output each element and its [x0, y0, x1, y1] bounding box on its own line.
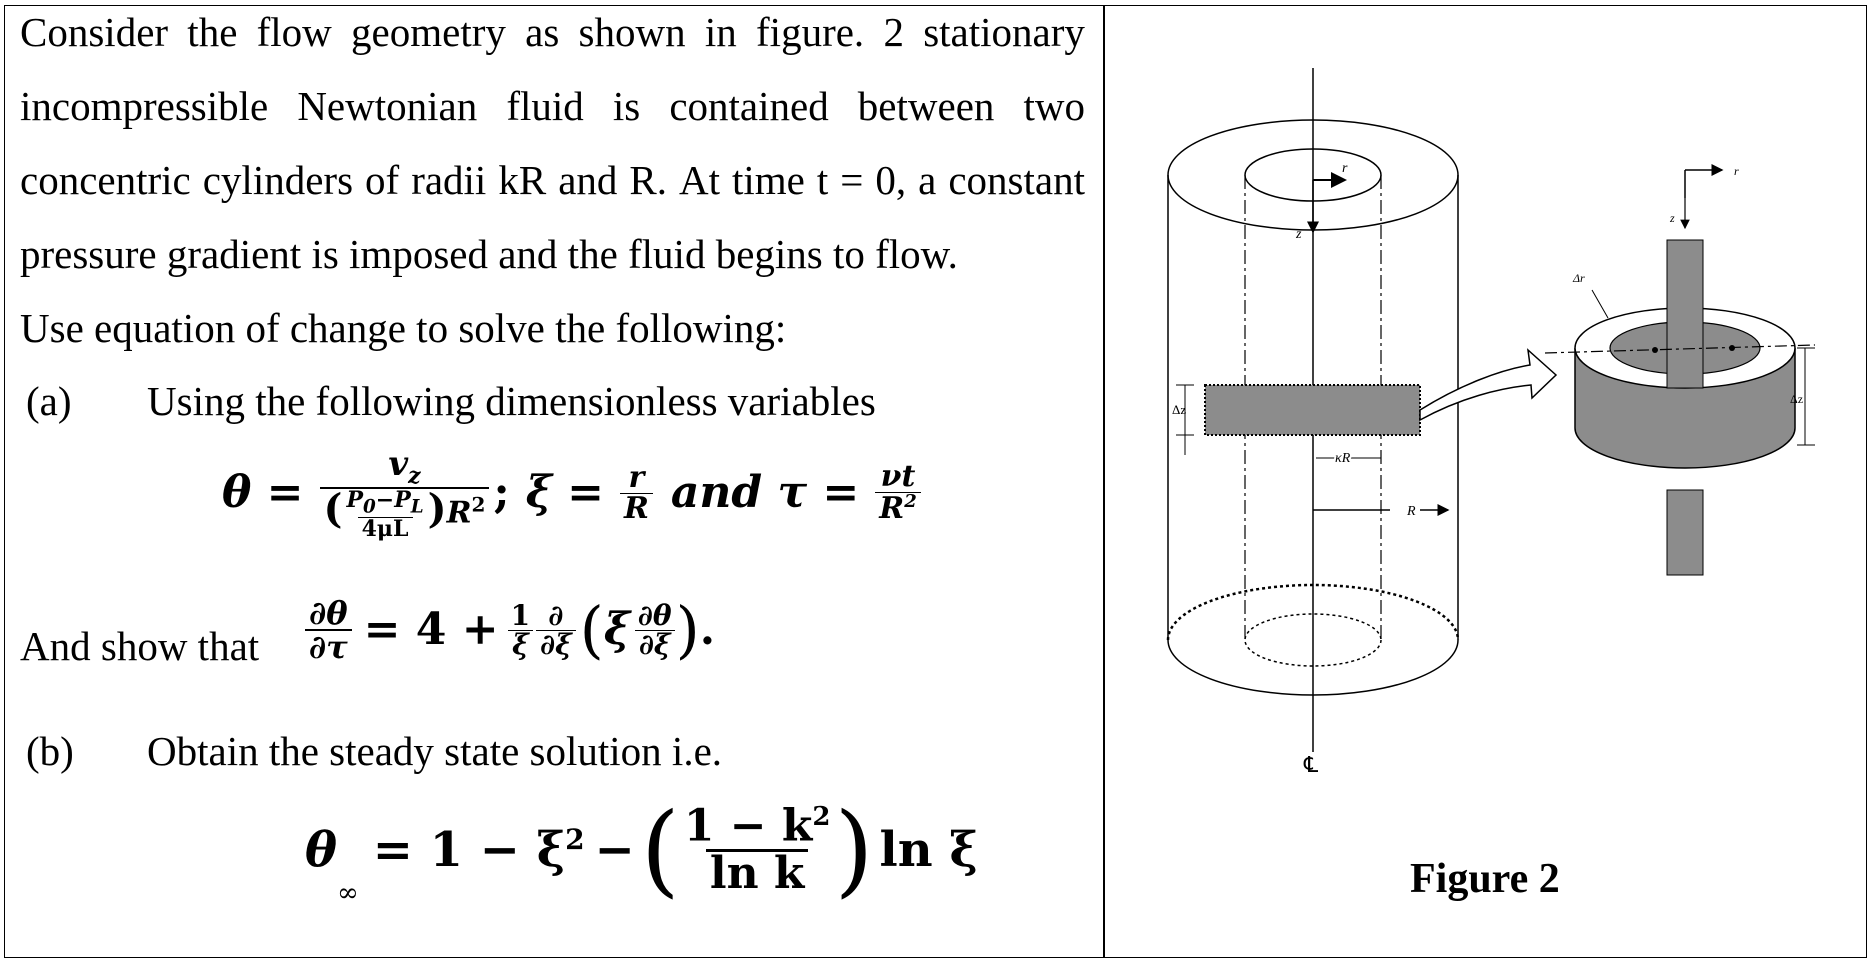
- intro-line-5: Use equation of change to solve the following:: [20, 305, 787, 351]
- pressure-minus: −: [375, 486, 395, 513]
- shaded-fluid-shell: [1205, 385, 1420, 435]
- intro-word: radii: [411, 157, 487, 203]
- rod-top: [1667, 240, 1703, 388]
- intro-word: R.: [629, 157, 667, 203]
- partial-symbol: ∂: [548, 598, 564, 632]
- z-label-detail: z: [1670, 211, 1675, 225]
- r-label-detail: r: [1734, 164, 1739, 178]
- part-a-label: (a): [26, 378, 72, 424]
- pl-symbol: P: [394, 486, 411, 513]
- r-squared-symbol: R: [446, 495, 472, 531]
- close-paren: ): [675, 593, 700, 666]
- k-fraction-numerator: [680, 800, 835, 852]
- intro-word: concentric: [20, 157, 191, 203]
- pl-subscript: L: [410, 496, 424, 518]
- tau-numerator: νt: [880, 459, 916, 495]
- p0-symbol: P: [346, 486, 364, 513]
- show-that-text: And show that: [20, 623, 260, 669]
- xi-denominator: R: [620, 493, 653, 524]
- part-b-text: Obtain the steady state solution i.e.: [147, 728, 723, 774]
- dz-label-right: Δz: [1790, 392, 1804, 406]
- intro-word: the: [187, 9, 238, 55]
- xi-symbol: ξ: [508, 630, 533, 659]
- infinity-subscript: ∞: [337, 878, 359, 908]
- ln-xi: ln ξ: [879, 822, 978, 878]
- vz-subscript: z: [408, 462, 421, 489]
- equation-period: .: [699, 604, 716, 655]
- dr-label: Δr: [1573, 271, 1585, 285]
- column-divider: [1103, 5, 1105, 958]
- steady-minus: −: [594, 822, 635, 878]
- steady-rhs: [372, 822, 585, 878]
- theta-denominator: ( $\frac{P_0-P_L}{4\mu L}$ )$R^2$: [320, 487, 490, 540]
- r-label-main: r: [1342, 161, 1348, 176]
- intro-word: as: [525, 9, 560, 55]
- intro-word: and: [558, 157, 618, 203]
- intro-word: geometry: [351, 9, 506, 55]
- dz-label-left: Δz: [1172, 402, 1187, 417]
- steady-open-paren: (: [640, 791, 680, 908]
- dimensionless-variables-equation: [222, 444, 921, 542]
- r-squared-exponent: 2: [471, 492, 486, 517]
- partial-dxi-fraction: [536, 598, 576, 661]
- ln-k: ln k: [706, 849, 809, 896]
- intro-word: contained: [669, 83, 829, 129]
- dtau-symbol: ∂τ: [305, 629, 352, 663]
- intro-word: kR: [498, 157, 547, 203]
- intro-word: two: [1023, 83, 1085, 129]
- part-b-label: (b): [26, 728, 74, 774]
- zoom-arrow: [1420, 350, 1556, 420]
- xi-numerator: r: [628, 459, 645, 495]
- theta-numerator: [384, 444, 424, 489]
- intro-word: stationary: [923, 9, 1085, 55]
- intro-word: At: [679, 157, 720, 203]
- k-fraction: [680, 800, 835, 899]
- intro-word: Consider: [20, 9, 169, 55]
- intro-word: shown: [578, 9, 686, 55]
- figure-caption: Figure 2: [1410, 856, 1560, 902]
- rod-bottom: [1667, 490, 1703, 575]
- inner-dxi: ∂ξ: [635, 630, 675, 659]
- part-a-text: Using the following dimensionless variables: [147, 378, 876, 424]
- intro-word: is: [612, 83, 641, 129]
- intro-line-2: [20, 83, 1085, 129]
- intro-word: =: [840, 157, 864, 203]
- tau-r-symbol: R: [879, 491, 905, 527]
- theta-definition-lhs: θ =: [222, 467, 304, 519]
- viscosity-term: 4μL: [358, 517, 413, 540]
- steady-rhs-start: = 1 − ξ: [372, 822, 566, 878]
- tau-r-exponent: 2: [904, 491, 917, 513]
- open-paren: (: [579, 593, 604, 666]
- one-minus-k: 1 − k: [683, 800, 813, 852]
- vz-symbol: v: [388, 444, 409, 484]
- intro-word: between: [857, 83, 995, 129]
- xi-squared-exponent: 2: [565, 823, 585, 856]
- intro-word: a: [918, 157, 937, 203]
- z-label-main: z: [1296, 227, 1302, 242]
- one-over-xi-fraction: [507, 598, 534, 661]
- steady-close-paren: ): [834, 791, 874, 908]
- intro-word: cylinders: [202, 157, 354, 203]
- tau-denominator: [875, 491, 920, 527]
- dxi-symbol: ∂ξ: [536, 630, 576, 659]
- intro-word: Newtonian: [297, 83, 478, 129]
- separator-semicolon: ;: [493, 467, 510, 519]
- intro-line-1: [20, 9, 1085, 55]
- intro-line-3: [20, 157, 1085, 203]
- intro-line-4: pressure gradient is imposed and the fluid begins to flow.: [20, 231, 958, 277]
- inner-dtheta: ∂θ: [637, 598, 672, 632]
- concentric-cylinder-figure: [1140, 50, 1840, 790]
- intro-word: in: [704, 9, 737, 55]
- tau-definition-lhs: and τ =: [670, 467, 860, 519]
- intro-word: figure.: [756, 9, 865, 55]
- steady-state-equation: [305, 791, 978, 908]
- intro-word: t: [816, 157, 829, 203]
- one-symbol: 1: [510, 598, 531, 632]
- intro-word: 2: [883, 9, 904, 55]
- xi-fraction: [620, 459, 653, 526]
- kR-label: κR: [1335, 451, 1351, 466]
- intro-word: constant: [948, 157, 1085, 203]
- intro-word: incompressible: [20, 83, 269, 129]
- dtheta-symbol: ∂θ: [309, 594, 348, 632]
- dtheta-dtau-fraction: [305, 594, 352, 666]
- inner-xi: ξ: [603, 604, 630, 655]
- theta-fraction: [320, 444, 490, 542]
- equation-rhs-start: = 4 +: [363, 604, 499, 655]
- p0-subscript: 0: [363, 496, 376, 518]
- k-squared-exponent: 2: [812, 802, 831, 833]
- intro-word: 0,: [875, 157, 907, 203]
- governing-equation: [305, 593, 716, 666]
- xi-definition-lhs: ξ =: [525, 467, 604, 519]
- tau-fraction: [875, 459, 920, 527]
- intro-word: flow: [256, 9, 332, 55]
- intro-word: of: [365, 157, 400, 203]
- centerline-symbol: ℄: [1304, 753, 1319, 778]
- intro-word: time: [732, 157, 805, 203]
- inner-derivative-fraction: [634, 598, 676, 661]
- theta-inf-symbol: θ: [305, 822, 338, 878]
- R-label: R: [1407, 504, 1416, 519]
- intro-word: fluid: [506, 83, 584, 129]
